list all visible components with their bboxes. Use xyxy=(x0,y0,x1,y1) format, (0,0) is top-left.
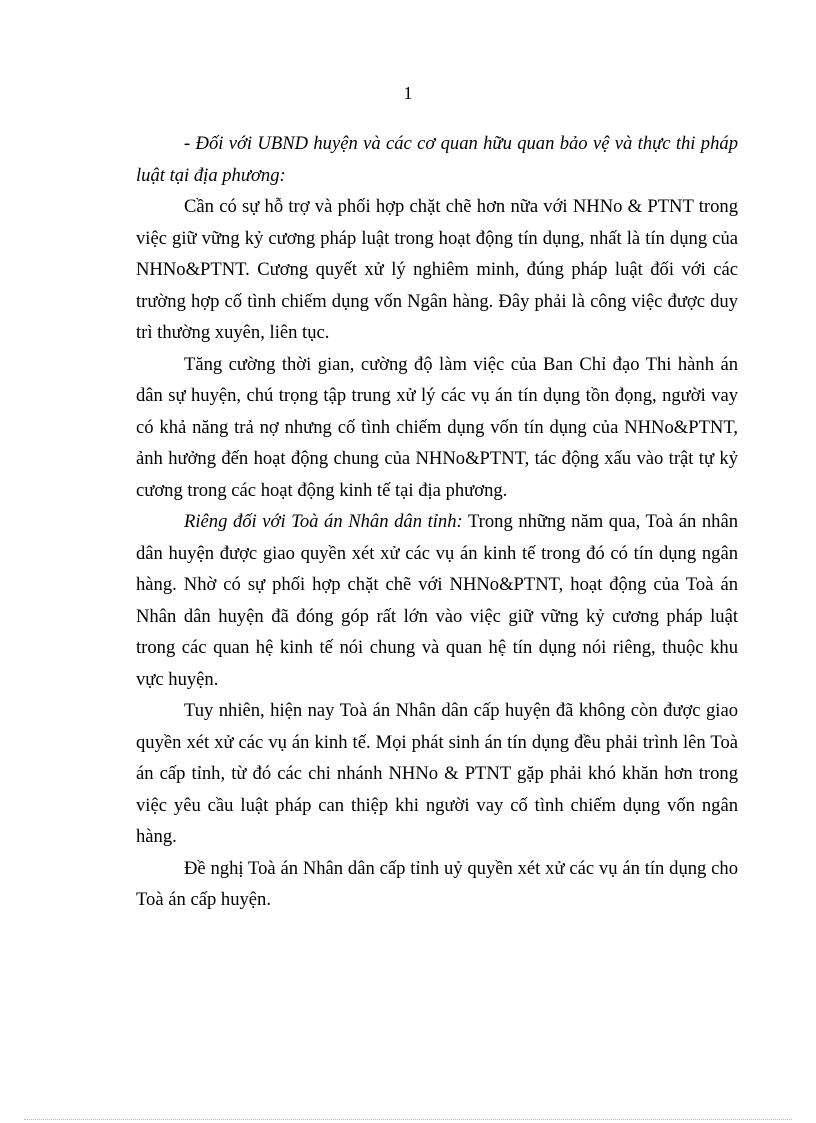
paragraph-current-status xyxy=(136,695,738,853)
paragraph-intro xyxy=(136,128,738,191)
italic-heading: Riêng đối với Toà án Nhân dân tỉnh: xyxy=(184,511,463,532)
paragraph-proposal xyxy=(136,853,738,916)
paragraph-enforcement xyxy=(136,349,738,507)
paragraph-text: Tăng cường thời gian, cường độ làm việc của Ban Chỉ đạo Thi hành án dân sự huyện, chú trọng tập trung xử lý các vụ án tín dụng tồn đọng, người vay có khả năng trả nợ nhưng cố tình chiếm dụng vốn tín dụng của NHNo&PTNT, ảnh hưởng đến hoạt động chung của NHNo&PTNT, tác động xấu vào trật tự kỷ cương trong các hoạt động kinh tế tại địa phương. xyxy=(136,353,738,501)
italic-heading: - Đối với UBND huyện và các cơ quan hữu quan bảo vệ và thực thi pháp luật tại địa phương: xyxy=(136,133,738,186)
page-number: 1 xyxy=(403,83,413,103)
paragraph-support xyxy=(136,191,738,349)
page-bottom-border xyxy=(24,1119,792,1120)
paragraph-text: Tuy nhiên, hiện nay Toà án Nhân dân cấp huyện đã không còn được giao quyền xét xử các vụ án kinh tế. Mọi phát sinh án tín dụng đều phải trình lên Toà án cấp tỉnh, từ đó các chi nhánh NHNo & PTNT gặp phải khó khăn hơn trong việc yêu cầu luật pháp can thiệp khi người vay cố tình chiếm dụng vốn ngân hàng. xyxy=(136,700,738,847)
document-body xyxy=(136,128,738,916)
paragraph-provincial-court xyxy=(136,506,738,695)
paragraph-text: Trong những năm qua, Toà án nhân dân huyện được giao quyền xét xử các vụ án kinh tế trong đó có tín dụng ngân hàng. Nhờ có sự phối hợp chặt chẽ với NHNo&PTNT, hoạt động của Toà án Nhân dân huyện đã đóng góp rất lớn vào việc giữ vững kỷ cương pháp luật trong các quan hệ kinh tế nói chung và quan hệ tín dụng nói riêng, thuộc khu vực huyện. xyxy=(136,511,738,690)
paragraph-text: Cần có sự hỗ trợ và phối hợp chặt chẽ hơn nữa với NHNo & PTNT trong việc giữ vững kỷ cương pháp luật trong hoạt động tín dụng, nhất là tín dụng của NHNo&PTNT. Cương quyết xử lý nghiêm minh, đúng pháp luật đối với các trường hợp cố tình chiếm dụng vốn Ngân hàng. Đây phải là công việc được duy trì thường xuyên, liên tục. xyxy=(136,196,738,343)
paragraph-text: Đề nghị Toà án Nhân dân cấp tỉnh uỷ quyền xét xử các vụ án tín dụng cho Toà án cấp huyện. xyxy=(136,857,738,910)
